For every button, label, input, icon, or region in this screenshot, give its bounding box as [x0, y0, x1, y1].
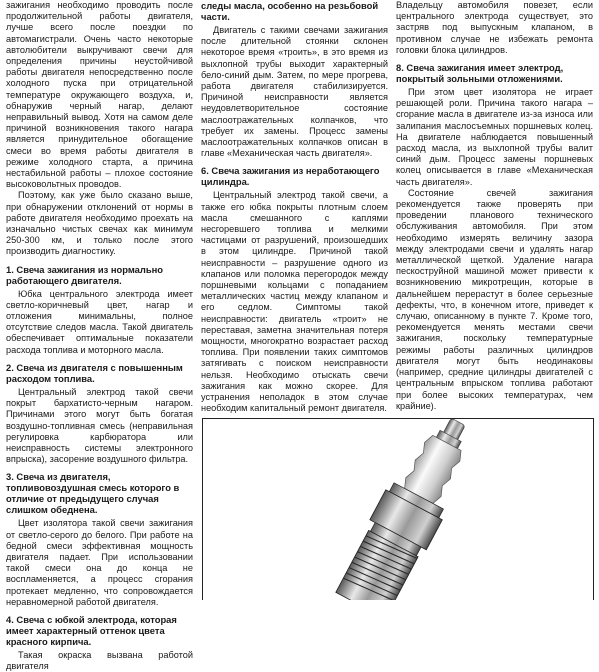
section-heading: 8. Свеча зажигания имеет электрод, покрытый зольными отложениями. [396, 62, 564, 85]
paragraph: Поэтому, как уже было сказано выше, при обнаружении отклонений от нормы в работе двигателя необходимо проехать на изначально чистых свечах как минимум 250-300 км, и только после этого производить диагностику. [6, 190, 193, 257]
section-heading: следы масла, особенно на резьбовой части. [201, 0, 379, 22]
paragraph: Центральный электрод такой свечи, а также его юбка покрыты плотным слоем масла смешанного с каплями несгоревшего топлива и мелкими частицами от разрушений, произошедших в этом цилиндре. Причиной такой неисправности – разрушение одного из клапанов или поломка перегородок между поршневыми кольцами с попаданием металлических частиц между клапаном и его седлом. Симптомы такой неисправности: двигатель «троит» не переставая, заметна значительная потеря мощности, многократно возрастает расход топлива. При появлении таких симптомов затягивать с поиском неисправности нельзя. Необходимо отыскать свечи зажигания как можно скорее. Для устранения неполадок в этом случае необходим капитальный ремонт двигателя. [201, 190, 388, 414]
section-heading: 2. Свеча из двигателя с повышенным расходом топлива. [6, 361, 183, 384]
text-column-1 [6, 0, 193, 672]
section-heading: 6. Свеча зажигания из неработающего цилиндра. [201, 165, 380, 188]
paragraph: При этом цвет изолятора не играет решающей роли. Причина такого нагара – сгорание масла в двигателе из-за износа или залипания маслосъемных поршневых колец. На двигателе наблюдается повышенный расход масла, из выхлопной трубы валит синий дым. Процесс замены поршневых колец описывается в главе «Механическая часть двигателя». [396, 87, 593, 187]
section-heading: 4. Свеча с юбкой электрода, которая имеет характерный оттенок цвета красного кирпича. [6, 613, 177, 647]
paragraph: Владельцу автомобиля повезет, если центрального электрода существует, это застряв под выпускным клапаном, в противном случае не избежать ремонта головки блока цилиндров. [396, 0, 593, 55]
paragraph: Юбка центрального электрода имеет светло-коричневый цвет, нагар и отложения минимальны, полное отсутствие следов масла. Такой двигатель обеспечивает оптимальные показатели расхода топлива и моторного масла. [6, 288, 193, 355]
text-column-3 [396, 0, 593, 412]
paragraph: Двигатель с такими свечами зажигания после длительной стоянки склонен некоторое время «троить», в это время из выхлопной трубы выходит характерный бело-синий дым. Затем, по мере прогрева, работа двигателя стабилизируется. Причиной неисправности является неудовлетворительное состояние маслоотражательных колпачков, что требует их замены. Процесс замены маслоотражательных колпачков описан в главе «Механическая часть двигателя». [201, 25, 388, 159]
section-heading: 1. Свеча зажигания из нормально работающего двигателя. [6, 263, 164, 286]
paragraph: Цвет изолятора такой свечи зажигания от светло-серого до белого. При работе на бедной смеси эффективная мощность двигателя падает. При использовании такой смеси она до конца не воспламеняется, а процесс сгорания протекает медленно, что сопровождается неравномерной работой двигателя. [6, 518, 193, 607]
text-column-2 [201, 0, 388, 415]
paragraph: зажигания необходимо проводить после продолжительной работы двигателя, лучше всего после поездки по автомагистрали. Очень часто некоторые автолюбители выкручивают свечи для определения причины неустойчивой работы двигателя непосредственно после холодного пуска при отрицательной температуре окружающего воздуха, и, обнаружив черный нагар, делают неправильный вывод. Хотя на самом деле причиной возникновения такого нагара является принудительное обогащение смеси во время работы двигателя в режиме холодного старта, а причина нестабильной работы – плохое состояние высоковольтных проводов. [6, 0, 193, 190]
section-heading: 3. Свеча из двигателя, топливовоздушная смесь которого в отличие от предыдущего случая слишком обеднена. [6, 471, 180, 516]
paragraph: Центральный электрод такой свечи покрыт бархатисто-черным нагаром. Причинами этого могут быть богатая воздушно-топливная смесь (неправильная регулировка карбюратора или неисправность системы электронного впрыска), засорение воздушного фильтра. [6, 386, 193, 465]
paragraph: Состояние свечей зажигания рекомендуется также проверять при проведении планового технического обслуживания автомобиля. При этом необходимо измерять величину зазора между электродами свечи и удалять нагар металлической щеткой. Удаление нагара пескоструйной машиной может привести к возникновению микротрещин, которые в дальнейшем перерастут в более серьезные дефекты, что, в конечном итоге, приведет к случаю, описанному в пункте 7. Кроме того, рекомендуется менять местами свечи зажигания, поскольку температурные режимы работы различных цилиндров двигателя могут быть неодинаковы (например, средние цилиндры двигателей с центральным впрыском топлива работают при более высоких температурах, чем крайние). [396, 187, 593, 411]
spark-plug-figure [202, 418, 594, 600]
spark-plug-illustration [203, 419, 594, 600]
spark-plug [332, 419, 486, 600]
paragraph: Такая окраска вызвана работой двигателя [6, 649, 193, 672]
